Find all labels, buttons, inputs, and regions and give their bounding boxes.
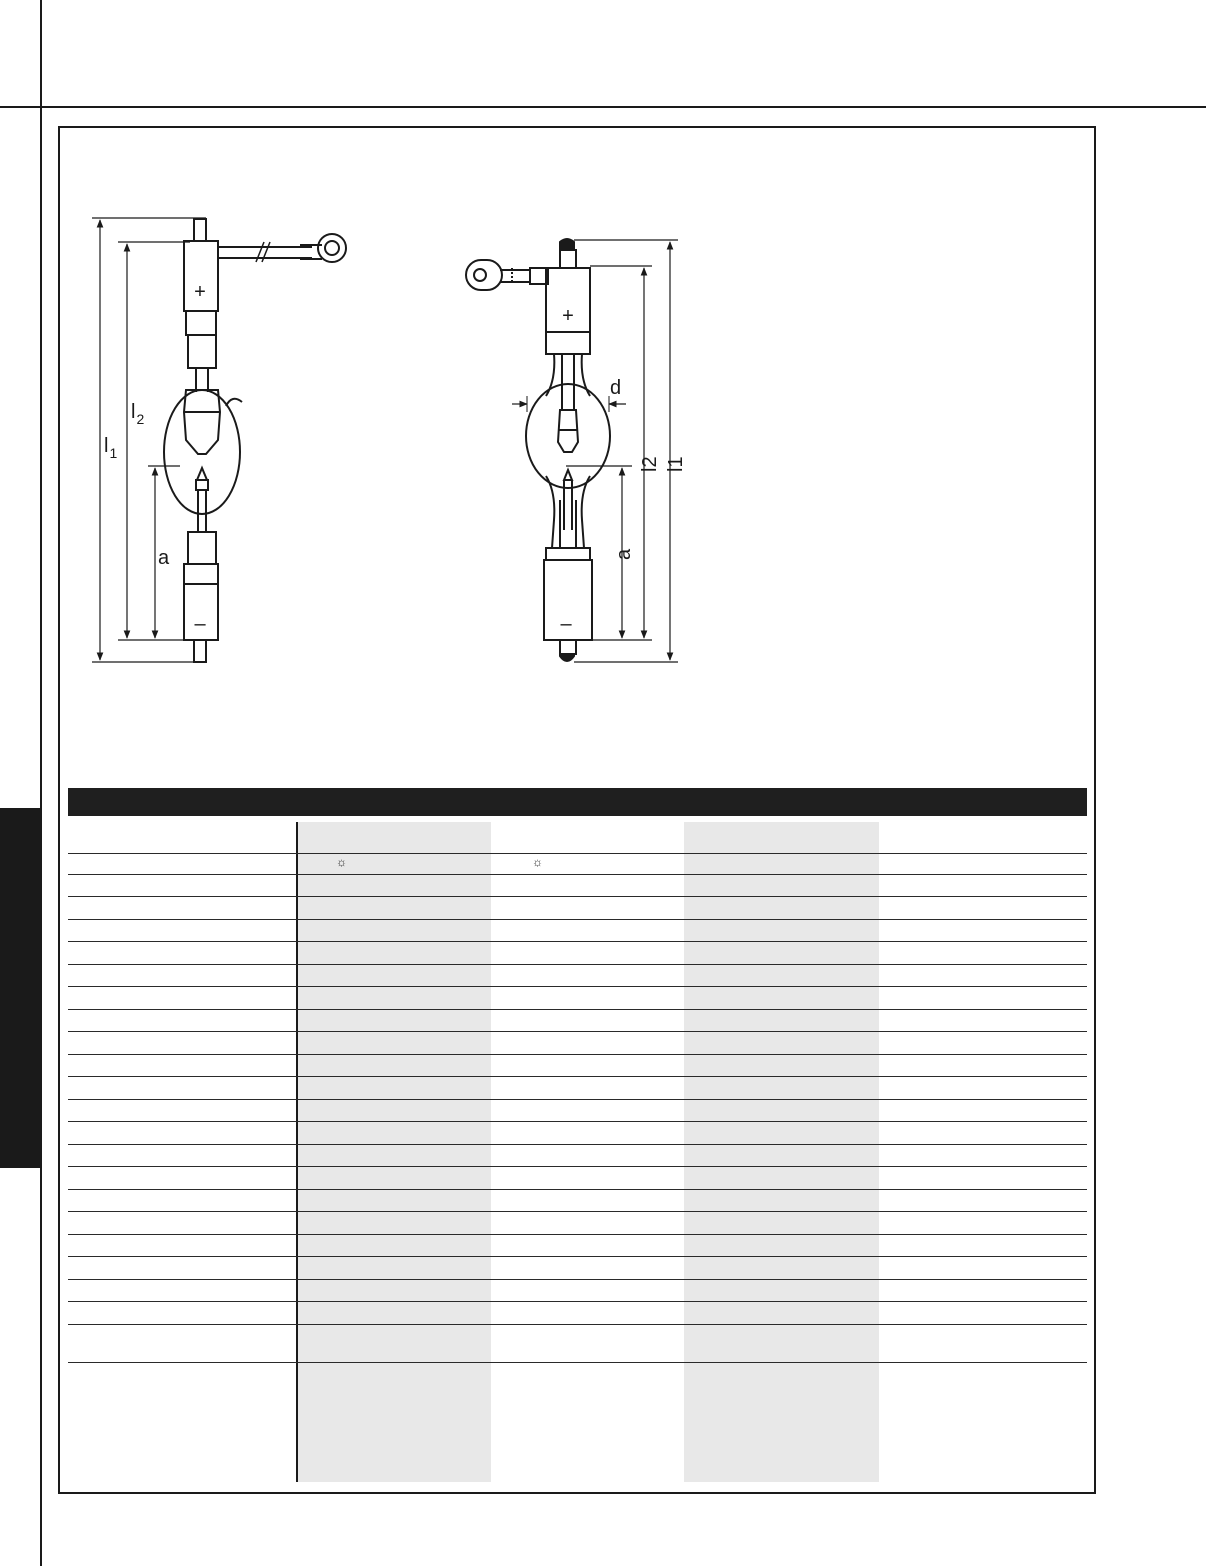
right-anode-plus-label: + [562,305,574,327]
table-row-divider [68,919,1087,920]
lamp-dimension-drawings [0,0,1206,780]
table-row-divider [68,941,1087,942]
table-label-divider [296,822,298,1482]
left-anode-plus-label: + [194,281,206,303]
right-dim-a-label: a [613,548,635,560]
table-row-divider [68,964,1087,965]
table-row-divider [68,1121,1087,1122]
left-dim-l1-label: $l_1$ [104,435,118,461]
table-row-divider [68,1144,1087,1145]
table-row-divider [68,1166,1087,1167]
side-section-tab [0,808,41,1168]
table-row-divider [68,874,1087,875]
table-header-bar [68,788,1087,816]
table-row-divider [68,1189,1087,1190]
table-row-divider [68,1234,1087,1235]
table-row-divider [68,1301,1087,1302]
table-row-divider [68,1031,1087,1032]
right-dim-l2-label: l2 [639,456,661,472]
table-row-divider [68,1009,1087,1010]
lamp-symbol-icon: ☼ [532,855,543,869]
lamp-right-drawing [466,239,678,662]
table-row-divider [68,1362,1087,1363]
right-dim-d-label: d [610,377,622,399]
right-dim-l1-label: l1 [665,456,687,472]
table-row-divider [68,896,1087,897]
table-row-divider [68,853,1087,854]
right-cathode-minus-label: – [560,613,572,635]
left-dim-a-label: a [158,547,170,569]
table-row-divider [68,986,1087,987]
table-row-divider [68,1256,1087,1257]
shaded-column-1 [298,822,491,1482]
table-row-divider [68,1211,1087,1212]
table-row-divider [68,1279,1087,1280]
table-row-divider [68,1324,1087,1325]
table-row-divider [68,1054,1087,1055]
table-row-divider [68,1099,1087,1100]
lamp-symbol-icon: ☼ [336,855,347,869]
left-dim-l2-label: $l_2$ [131,401,145,427]
left-cathode-minus-label: – [194,613,206,635]
table-row-divider [68,1076,1087,1077]
lamp-left-drawing [92,218,346,662]
data-table [68,822,1087,1482]
shaded-column-3 [684,822,879,1482]
